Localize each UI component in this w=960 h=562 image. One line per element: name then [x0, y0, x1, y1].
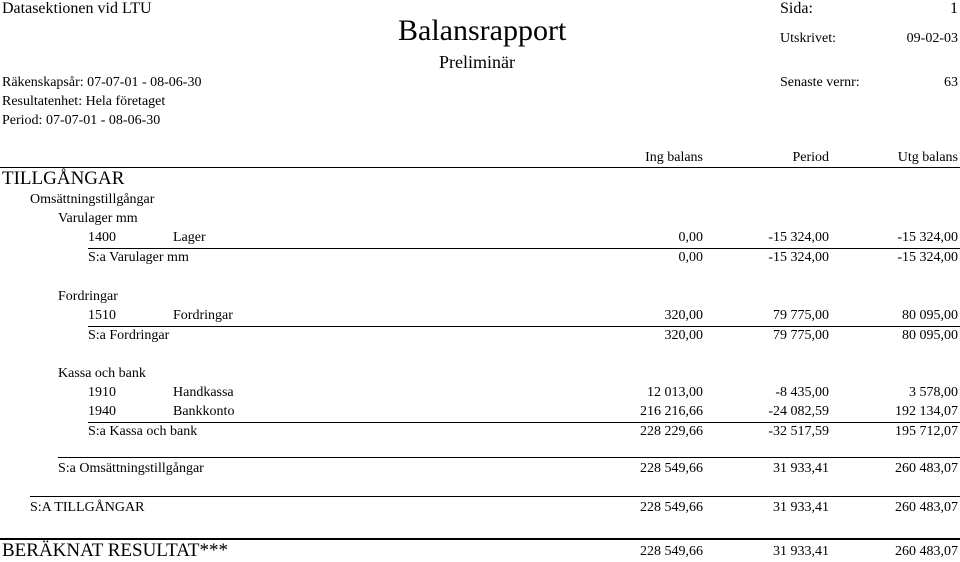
section-sum-period: 31 933,41 [773, 500, 829, 515]
col-header-ing: Ing balans [645, 150, 703, 165]
account-number: 1510 [88, 308, 116, 323]
group-title: Fordringar [58, 289, 118, 304]
sum-ing: 228 229,66 [640, 424, 703, 439]
sum-label: S:a Fordringar [88, 328, 170, 343]
sum-period: -15 324,00 [768, 250, 829, 265]
ing-balance: 12 013,00 [647, 385, 703, 400]
ing-balance: 320,00 [664, 308, 703, 323]
period: Period: 07-07-01 - 08-06-30 [2, 113, 161, 128]
report-subtitle: Preliminär [439, 52, 515, 72]
subsection-sum-utg: 260 483,07 [895, 461, 958, 476]
account-number: 1910 [88, 385, 116, 400]
section-sum-rule [30, 496, 960, 497]
col-header-period: Period [792, 150, 829, 165]
header-rule [0, 167, 960, 168]
result-ing: 228 549,66 [640, 544, 703, 559]
subsection-sum-label: S:a Omsättningstillgångar [58, 461, 204, 476]
period-amount: -8 435,00 [775, 385, 829, 400]
account-number: 1940 [88, 404, 116, 419]
section-sum-label: S:A TILLGÅNGAR [30, 500, 145, 515]
utg-balance: 80 095,00 [902, 308, 958, 323]
printed-date: 09-02-03 [906, 31, 958, 46]
result-label: BERÄKNAT RESULTAT*** [2, 540, 228, 561]
account-name: Handkassa [173, 385, 234, 400]
period-amount: 79 775,00 [773, 308, 829, 323]
sum-utg: -15 324,00 [897, 250, 958, 265]
subsection-title: Omsättningstillgångar [30, 192, 155, 207]
account-name: Bankkonto [173, 404, 235, 419]
ing-balance: 216 216,66 [640, 404, 703, 419]
sum-ing: 0,00 [678, 250, 703, 265]
fiscal-year: Räkenskapsår: 07-07-01 - 08-06-30 [2, 75, 202, 90]
result-unit: Resultatenhet: Hela företaget [2, 94, 166, 109]
org-name: Datasektionen vid LTU [2, 0, 152, 17]
sum-label: S:a Varulager mm [88, 250, 189, 265]
account-name: Fordringar [173, 308, 233, 323]
utg-balance: 192 134,07 [895, 404, 958, 419]
period-amount: -15 324,00 [768, 230, 829, 245]
subsection-sum-period: 31 933,41 [773, 461, 829, 476]
page-number: 1 [950, 0, 958, 17]
page-label: Sida: [780, 0, 813, 17]
report-title: Balansrapport [398, 14, 567, 47]
section-sum-ing: 228 549,66 [640, 500, 703, 515]
sum-utg: 80 095,00 [902, 328, 958, 343]
sum-utg: 195 712,07 [895, 424, 958, 439]
last-vernr-label: Senaste vernr: [780, 75, 860, 90]
subsection-sum-ing: 228 549,66 [640, 461, 703, 476]
subsection-sum-rule [58, 457, 960, 458]
group-title: Kassa och bank [58, 366, 146, 381]
ing-balance: 0,00 [678, 230, 703, 245]
account-name: Lager [173, 230, 206, 245]
sum-ing: 320,00 [664, 328, 703, 343]
printed-label: Utskrivet: [780, 31, 836, 46]
sum-rule [88, 248, 960, 249]
section-title: TILLGÅNGAR [2, 168, 125, 189]
result-period: 31 933,41 [773, 544, 829, 559]
utg-balance: 3 578,00 [909, 385, 958, 400]
section-sum-utg: 260 483,07 [895, 500, 958, 515]
sum-rule [88, 326, 960, 327]
utg-balance: -15 324,00 [897, 230, 958, 245]
sum-rule [88, 422, 960, 423]
result-utg: 260 483,07 [895, 544, 958, 559]
col-header-utg: Utg balans [897, 150, 958, 165]
sum-period: 79 775,00 [773, 328, 829, 343]
sum-label: S:a Kassa och bank [88, 424, 198, 439]
sum-period: -32 517,59 [768, 424, 829, 439]
period-amount: -24 082,59 [768, 404, 829, 419]
account-number: 1400 [88, 230, 116, 245]
last-vernr-value: 63 [944, 75, 958, 90]
group-title: Varulager mm [58, 211, 138, 226]
